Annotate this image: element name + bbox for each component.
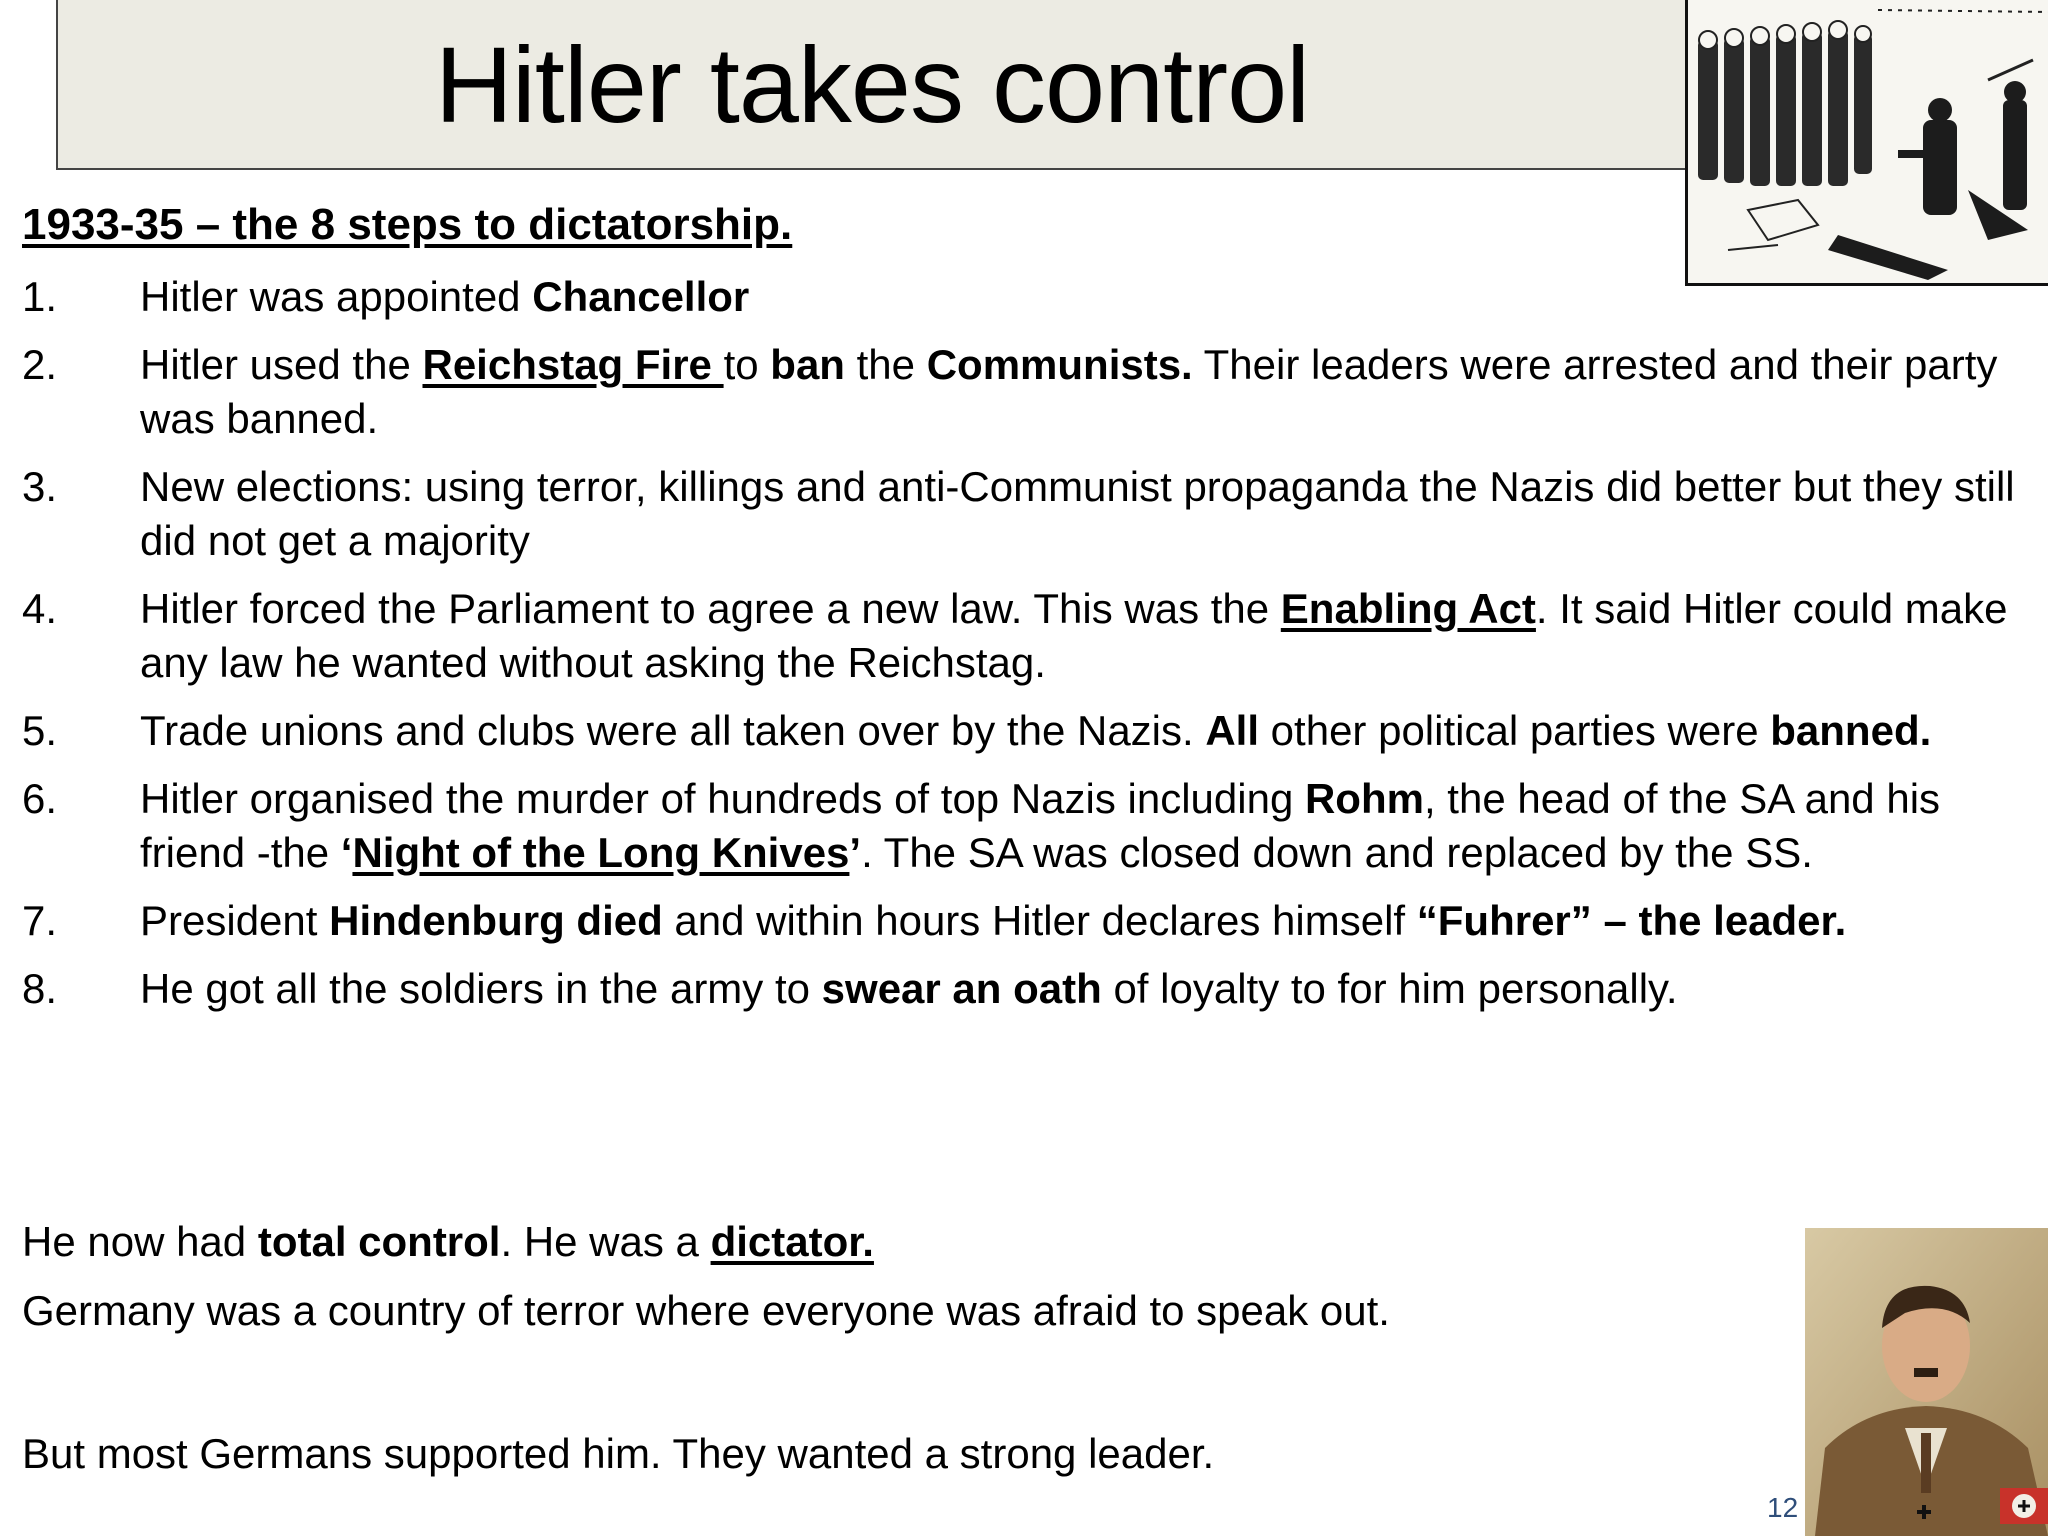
step-number: 7. bbox=[22, 897, 58, 944]
cartoon-drawing bbox=[1688, 0, 2048, 286]
step-text-part: Communists. bbox=[926, 341, 1193, 388]
portrait-image bbox=[1805, 1228, 2048, 1536]
step-text-part: “Fuhrer” – the leader. bbox=[1416, 897, 1847, 944]
conclusion-line-1 bbox=[22, 1215, 874, 1269]
step-text-part: ban bbox=[770, 341, 845, 388]
step-text-part: Hitler was appointed bbox=[140, 273, 533, 320]
step-item bbox=[22, 270, 2022, 324]
page-title: Hitler takes control bbox=[434, 24, 1310, 145]
step-text-part: banned. bbox=[1770, 707, 1932, 754]
step-text bbox=[140, 338, 2022, 446]
step-text-part: . The SA was closed down and replaced by the SS. bbox=[861, 829, 1813, 876]
step-text bbox=[140, 894, 2022, 948]
step-text bbox=[140, 460, 2022, 568]
step-item bbox=[22, 338, 2022, 446]
step-text-part: Reichstag Fire bbox=[422, 341, 724, 388]
step-text-part: Trade unions and clubs were all taken over by the Nazis. bbox=[140, 707, 1206, 754]
step-text-part: Hindenburg died bbox=[329, 897, 663, 944]
conclusion-text: He now had bbox=[22, 1218, 258, 1265]
portrait-drawing bbox=[1805, 1228, 2048, 1536]
step-number: 8. bbox=[22, 965, 58, 1012]
step-text-part: President bbox=[140, 897, 330, 944]
step-number: 3. bbox=[22, 463, 58, 510]
step-text-part: to bbox=[723, 341, 771, 388]
total-control-text: total control bbox=[257, 1218, 501, 1265]
step-text-part: swear an oath bbox=[821, 965, 1102, 1012]
step-item bbox=[22, 894, 2022, 948]
step-text-part: New elections: using terror, killings and anti-Communist propaganda the Nazis did better but they still did not get a majority bbox=[140, 463, 2015, 564]
conclusion-text: . He was a bbox=[500, 1218, 711, 1265]
step-number: 5. bbox=[22, 707, 58, 754]
step-text bbox=[140, 270, 2022, 324]
step-text-part: of loyalty to for him personally. bbox=[1101, 965, 1678, 1012]
title-banner bbox=[56, 0, 1688, 170]
conclusion-line-2: Germany was a country of terror where everyone was afraid to speak out. bbox=[22, 1287, 1390, 1334]
step-text bbox=[140, 582, 2022, 690]
step-text-part: Hitler used the bbox=[140, 341, 423, 388]
step-text bbox=[140, 772, 2022, 880]
step-number: 6. bbox=[22, 775, 58, 822]
step-text-part: Hitler organised the murder of hundreds of top Nazis including bbox=[140, 775, 1305, 822]
step-item bbox=[22, 460, 2022, 568]
step-item bbox=[22, 962, 2022, 1016]
step-number: 1. bbox=[22, 273, 58, 320]
step-text-part: Rohm bbox=[1304, 775, 1424, 822]
dictator-text: dictator. bbox=[710, 1218, 874, 1265]
step-text-part: Night of the Long Knives bbox=[352, 829, 850, 876]
step-text bbox=[140, 962, 2022, 1016]
steps-list bbox=[22, 270, 2022, 1030]
step-text-part: All bbox=[1205, 707, 1260, 754]
step-item bbox=[22, 582, 2022, 690]
step-text-part: . It said Hitler could make any law he wanted without asking the Reichstag. bbox=[140, 585, 2008, 686]
step-text-part: ’ bbox=[849, 829, 862, 876]
step-text-part: Chancellor bbox=[532, 273, 750, 320]
step-text bbox=[140, 704, 2022, 758]
step-text-part: other political parties were bbox=[1259, 707, 1771, 754]
page-number: 12 bbox=[1767, 1492, 1799, 1523]
step-text-part: He got all the soldiers in the army to bbox=[140, 965, 822, 1012]
step-text-part: Hitler forced the Parliament to agree a new law. This was the bbox=[140, 585, 1281, 632]
step-number: 4. bbox=[22, 585, 58, 632]
step-text-part: and within hours Hitler declares himself bbox=[662, 897, 1417, 944]
section-heading: 1933-35 – the 8 steps to dictatorship. bbox=[22, 200, 793, 249]
step-text-part: Enabling Act bbox=[1280, 585, 1536, 632]
cartoon-image bbox=[1685, 0, 2048, 286]
step-item bbox=[22, 772, 2022, 880]
step-text-part: Their leaders were arrested and their party was banned. bbox=[140, 341, 1998, 442]
step-text-part: ‘ bbox=[340, 829, 353, 876]
conclusion-line-3: But most Germans supported him. They wanted a strong leader. bbox=[22, 1430, 1215, 1477]
step-text-part: , the head of the SA and his friend -the bbox=[140, 775, 1941, 876]
step-number: 2. bbox=[22, 341, 58, 388]
step-text-part: the bbox=[844, 341, 927, 388]
step-item bbox=[22, 704, 2022, 758]
